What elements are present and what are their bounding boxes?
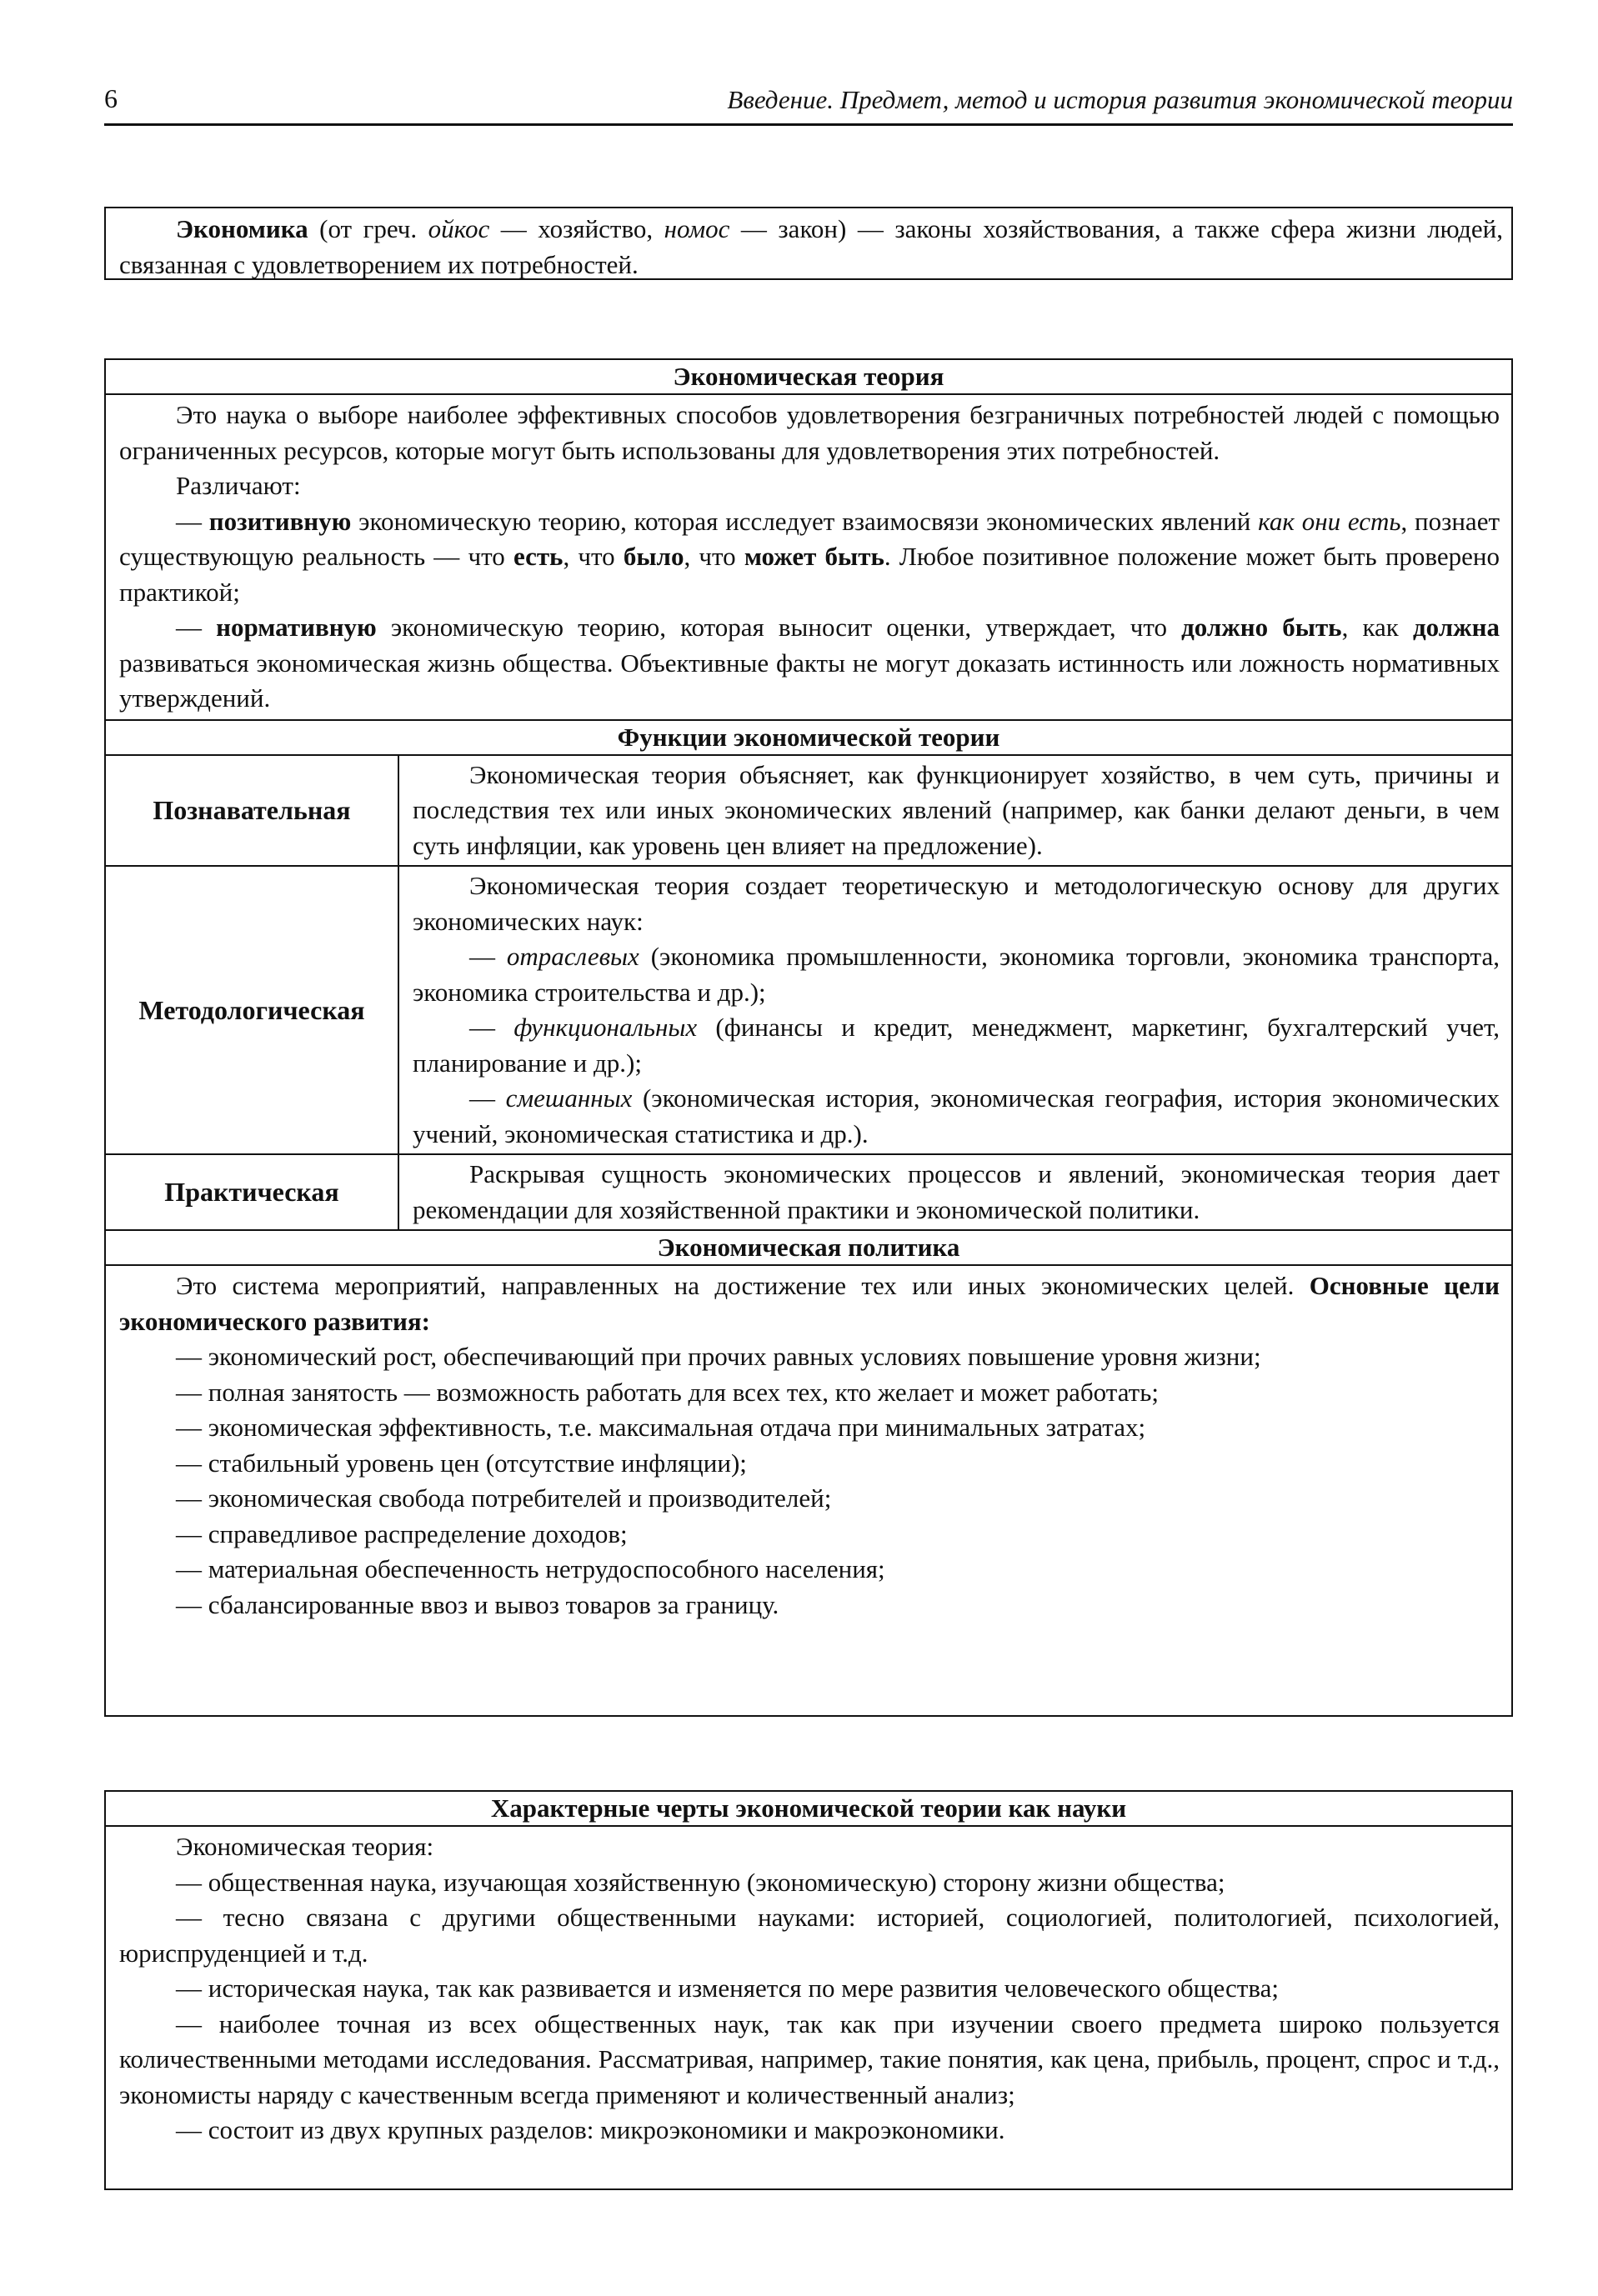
economic-theory-heading: Экономическая теория	[106, 360, 1511, 395]
economic-theory-intro: Это наука о выборе наиболее эффективных способов удовлетворения безграничных потребностей людей с помощью ограниченных ресурсов, которые могут быть использованы для удовлетворения этих потребностей.	[119, 400, 1500, 465]
list-item: — справедливое распределение доходов;	[176, 1518, 628, 1548]
function-description: Экономическая теория объясняет, как функционирует хозяйство, в чем суть, причины и последствия тех или иных экономических явлений (например, как банки делают деньги, в чем суть инфляции, как уровень цен влияет на предложение).	[413, 759, 1500, 860]
policy-intro: Это система мероприятий, направленных на достижение тех или иных экономических целей. Основные цели экономического развития:	[119, 1271, 1500, 1336]
page-header	[104, 77, 1513, 126]
economic-theory-box	[104, 358, 1513, 1717]
list-item: — общественная наука, изучающая хозяйственную (экономическую) сторону жизни общества;	[176, 1867, 1225, 1897]
list-item: — тесно связана с другими общественными науками: историей, социологией, политологией, психологией, юриспруденцией и т.д.	[119, 1903, 1500, 1968]
table-row	[106, 1154, 1511, 1229]
policy-heading: Экономическая политика	[106, 1229, 1511, 1266]
features-intro: Экономическая теория:	[176, 1832, 434, 1861]
function-description: Раскрывая сущность экономических процессов и явлений, экономическая теория дает рекомендации для хозяйственной практики и экономической политики.	[413, 1159, 1500, 1224]
table-row	[106, 756, 1511, 867]
list-item: — полная занятость — возможность работать для всех тех, кто желает и может работать;	[176, 1377, 1159, 1407]
positive-theory-item: — позитивную экономическую теорию, которая исследует взаимосвязи экономических явлений как они есть, познает существующую реальность — что есть, что было, что может быть. Любое позитивное положение может быть проверено практикой;	[119, 506, 1500, 607]
function-name: Методологическая	[106, 866, 398, 1154]
list-item: — смешанных (экономическая история, экономическая география, история экономических учений, экономическая статистика и др.).	[413, 1083, 1500, 1148]
definition-text: Экономика (от греч. ойкос — хозяйство, номос — закон) — законы хозяйствования, а также сфера жизни людей, связанная с удовлетворением их потребностей.	[119, 214, 1503, 279]
features-heading: Характерные черты экономической теории как науки	[106, 1792, 1511, 1827]
function-name: Познавательная	[106, 756, 398, 867]
economic-theory-body	[106, 395, 1511, 719]
list-item: — экономическая свобода потребителей и производителей;	[176, 1483, 832, 1513]
list-item: — материальная обеспеченность нетрудоспособного населения;	[176, 1554, 885, 1583]
list-item: — функциональных (финансы и кредит, менеджмент, маркетинг, бухгалтерский учет, планирование и др.);	[413, 1013, 1500, 1078]
table-row	[106, 866, 1511, 1154]
list-item: — отраслевых (экономика промышленности, экономика торговли, экономика транспорта, экономика строительства и др.);	[413, 942, 1500, 1007]
features-box	[104, 1790, 1513, 2190]
list-item: — сбалансированные ввоз и вывоз товаров за границу.	[176, 1589, 779, 1619]
function-name: Практическая	[106, 1154, 398, 1229]
distinguish-label: Различают:	[176, 471, 301, 500]
list-item: — экономический рост, обеспечивающий при прочих равных условиях повышение уровня жизни;	[176, 1342, 1261, 1371]
list-item: — состоит из двух крупных разделов: микроэкономики и макроэкономики.	[176, 2115, 1005, 2144]
functions-heading: Функции экономической теории	[106, 719, 1511, 756]
function-description: Экономическая теория создает теоретическую и методологическую основу для других экономических наук:	[413, 871, 1500, 936]
normative-theory-item: — нормативную экономическую теорию, которая выносит оценки, утверждает, что должно быть, как должна развиваться экономическая жизнь общества. Объективные факты не могут доказать истинность или ложность нормативных утверждений.	[119, 613, 1500, 713]
definition-term: Экономика	[176, 214, 308, 243]
page-number: 6	[104, 83, 118, 113]
functions-table	[106, 756, 1511, 1230]
policy-body	[106, 1266, 1511, 1625]
features-body	[106, 1827, 1511, 2151]
list-item: — экономическая эффективность, т.е. максимальная отдача при минимальных затратах;	[176, 1413, 1146, 1442]
running-title: Введение. Предмет, метод и история развития экономической теории	[727, 85, 1513, 114]
list-item: — наиболее точная из всех общественных наук, так как при изучении своего предмета широко пользуется количественными методами исследования. Рассматривая, например, такие понятия, как цена, прибыль, процент, спрос и т.д., экономисты наряду с качественным всегда применяют и количественный анализ;	[119, 2008, 1500, 2109]
definition-box	[104, 207, 1513, 280]
list-item: — стабильный уровень цен (отсутствие инфляции);	[176, 1448, 747, 1478]
list-item: — историческая наука, так как развивается и изменяется по мере развития человеческого общества;	[176, 1973, 1279, 2003]
